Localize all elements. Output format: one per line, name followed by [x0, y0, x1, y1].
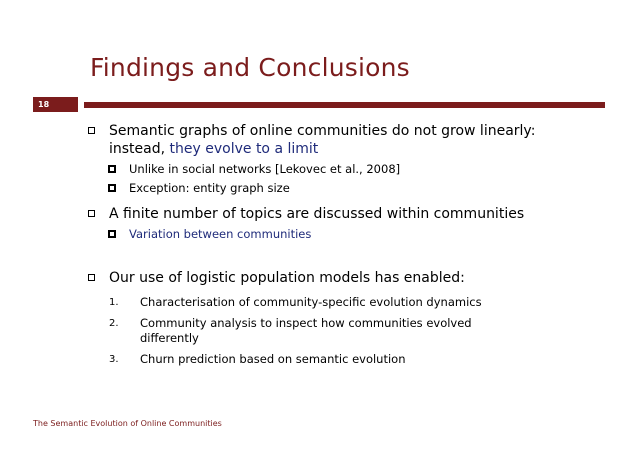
sub-bullet: [88, 180, 593, 196]
item-text: Churn prediction based on semantic evolution: [140, 352, 406, 366]
slide-content: [88, 122, 593, 367]
filled-square-bullet-icon: [108, 165, 116, 173]
bullet-logistic-models: [88, 269, 593, 287]
slide-title: Findings and Conclusions: [90, 53, 410, 82]
hollow-square-bullet-icon: [88, 210, 95, 217]
sub-bullet: [88, 226, 593, 242]
highlighted-text: they evolve to a limit: [169, 141, 319, 157]
slide-footer: The Semantic Evolution of Online Communities: [33, 419, 222, 428]
bullet-text: Semantic graphs of online communities do not grow linearly: instead,: [109, 123, 536, 157]
sub-bullet-text: Unlike in social networks [Lekovec et al., 2008]: [129, 162, 401, 176]
hollow-square-bullet-icon: [88, 127, 95, 134]
item-text: Characterisation of community-specific evolution dynamics: [140, 295, 482, 309]
hollow-square-bullet-icon: [88, 274, 95, 281]
filled-square-bullet-icon: [108, 184, 116, 192]
numbered-item: [88, 352, 593, 367]
item-text: Community analysis to inspect how communities evolved differently: [140, 316, 472, 345]
item-number: 1.: [109, 297, 119, 308]
bullet-semantic-graphs: [88, 122, 593, 158]
filled-square-bullet-icon: [108, 230, 116, 238]
item-number: 2.: [109, 318, 119, 329]
title-divider: [84, 102, 605, 108]
bullet-text: Our use of logistic population models has enabled:: [109, 270, 465, 286]
numbered-item: [88, 295, 593, 310]
slide-number: 18: [33, 97, 78, 112]
sub-bullet: [88, 161, 593, 177]
numbered-item: [88, 316, 593, 346]
bullet-text: A finite number of topics are discussed within communities: [109, 206, 525, 222]
sub-bullet-text: Variation between communities: [129, 227, 312, 241]
sub-bullet-text: Exception: entity graph size: [129, 181, 290, 195]
item-number: 3.: [109, 354, 119, 365]
bullet-finite-topics: [88, 205, 593, 223]
